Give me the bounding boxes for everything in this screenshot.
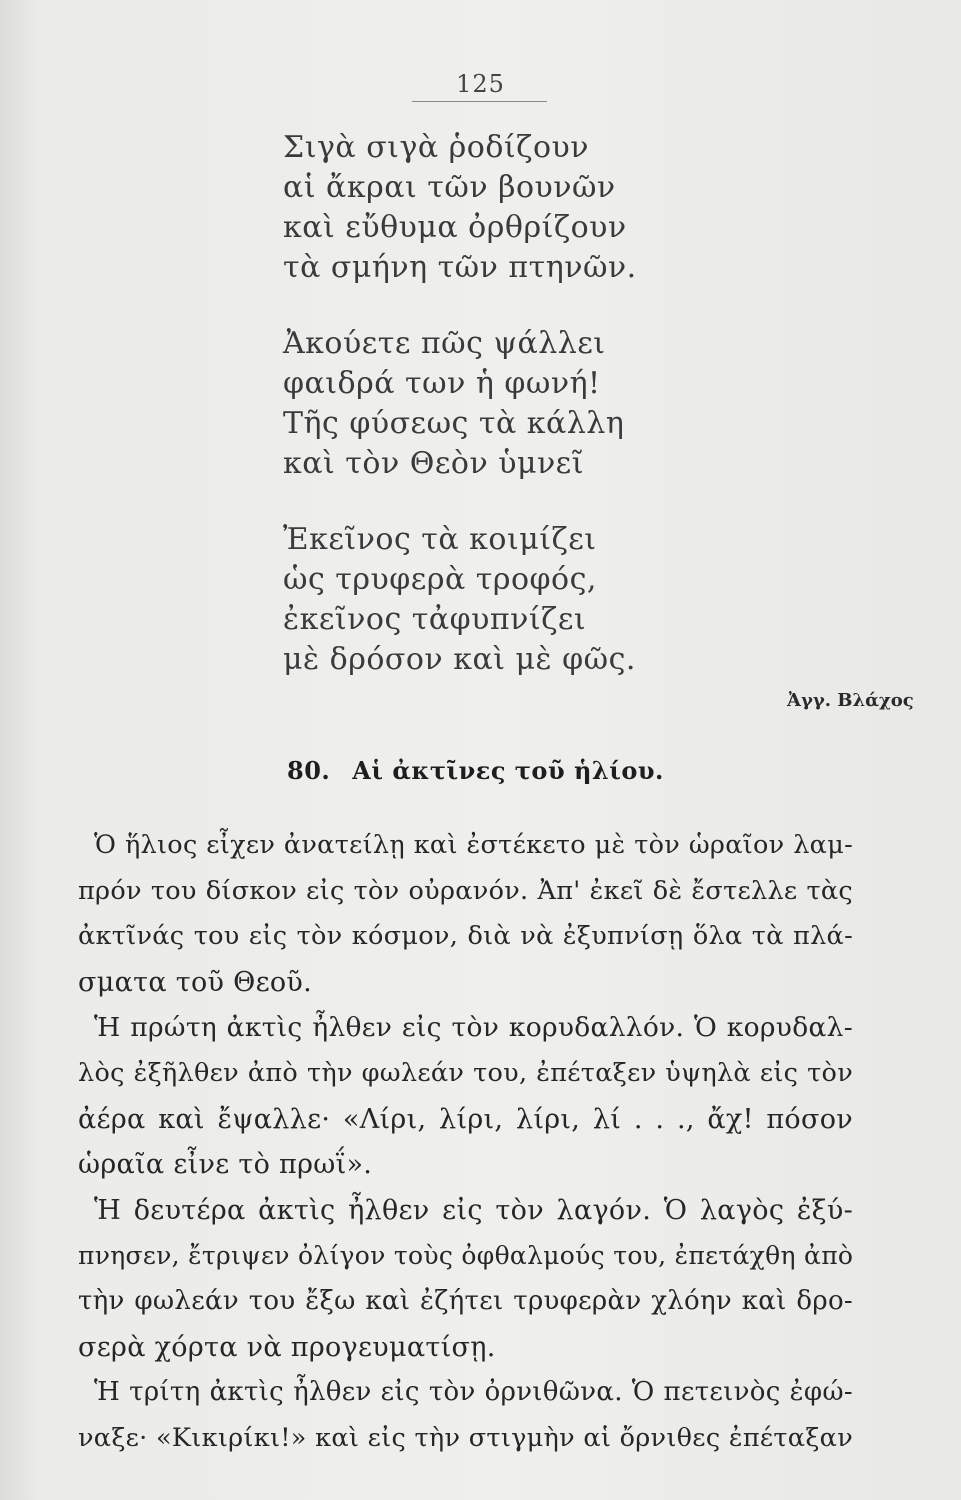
poem-line: ὡς τρυφερὰ τροφός, — [283, 562, 597, 597]
prose-line: λὸς ἐξῆλθεν ἀπὸ τὴν φωλεάν του, ἐπέταξεν ὑψηλὰ εἰς τὸν — [78, 1057, 853, 1088]
prose-line: Ἡ τρίτη ἀκτὶς ἦλθεν εἰς τὸν ὀρνιθῶνα. Ὁ πετεινὸς ἐφώ- — [94, 1377, 853, 1408]
prose-text — [78, 823, 853, 1461]
header-rule — [412, 101, 547, 102]
poem-line: καὶ εὔθυμα ὀρθρίζουν — [283, 210, 627, 245]
poem-line: Σιγὰ σιγὰ ῥοδίζουν — [283, 130, 589, 165]
poem-line: καὶ τὸν Θεὸν ὑμνεῖ — [283, 446, 584, 481]
prose-line: ἀέρα καὶ ἔψαλλε· «Λίρι, λίρι, λίρι, λί . . ., ἄχ! πόσον — [78, 1103, 853, 1135]
prose-line: ἀκτῖνάς του εἰς τὸν κόσμον, διὰ νὰ ἐξυπνίσῃ ὅλα τὰ πλά- — [78, 921, 853, 952]
poem-line: Ἐκεῖνος τὰ κοιμίζει — [283, 522, 597, 557]
poem-stanza-1 — [283, 128, 637, 288]
poem-line: μὲ δρόσον καὶ μὲ φῶς. — [283, 642, 636, 677]
poem-line: τὰ σμήνη τῶν πτηνῶν. — [283, 250, 637, 285]
poem-stanza-2 — [283, 324, 637, 484]
prose-line: πρόν του δίσκον εἰς τὸν οὐρανόν. Ἀπ' ἐκεῖ δὲ ἔστελλε τὰς — [78, 875, 853, 906]
prose-line: ναξε· «Κικιρίκι!» καὶ εἰς τὴν στιγμὴν αἱ ὄρνιθες ἐπέταξαν — [78, 1422, 853, 1453]
poem-line: φαιδρά των ἡ φωνή! — [283, 366, 601, 401]
prose-line: σματα τοῦ Θεοῦ. — [78, 966, 313, 998]
poem-author: Ἀγγ. Βλάχος — [787, 690, 914, 711]
prose-line: Ἡ δευτέρα ἀκτὶς ἦλθεν εἰς τὸν λαγόν. Ὁ λαγὸς ἐξύ- — [94, 1194, 853, 1226]
prose-line: ὡραῖα εἶνε τὸ πρωΐ». — [78, 1149, 373, 1181]
poem-line: Ἀκούετε πῶς ψάλλει — [283, 326, 606, 361]
poem-stanza-3 — [283, 520, 637, 680]
section-title: Αἱ ἀκτῖνες τοῦ ἡλίου. — [352, 756, 664, 785]
poem-line: ἐκεῖνος τἀφυπνίζει — [283, 602, 587, 637]
prose-line: Ἡ πρώτη ἀκτὶς ἦλθεν εἰς τὸν κορυδαλλόν. Ὁ κορυδαλ- — [94, 1012, 853, 1044]
page-number: 125 — [456, 70, 505, 98]
section-heading — [287, 756, 664, 785]
poem — [283, 128, 637, 716]
prose-line: σερὰ χόρτα νὰ προγευματίσῃ. — [78, 1331, 496, 1363]
prose-line: πνησεν, ἔτριψεν ὀλίγον τοὺς ὀφθαλμούς του, ἐπετάχθη ἀπὸ — [78, 1241, 854, 1271]
poem-line: Τῆς φύσεως τὰ κάλλη — [283, 406, 625, 441]
poem-line: αἱ ἄκραι τῶν βουνῶν — [283, 170, 616, 205]
prose-line: τὴν φωλεάν του ἔξω καὶ ἐζήτει τρυφερὰν χλόην καὶ δρο- — [78, 1285, 853, 1316]
prose-line: Ὁ ἥλιος εἶχεν ἀνατείλῃ καὶ ἐστέκετο μὲ τὸν ὡραῖον λαμ- — [94, 830, 853, 860]
section-number: 80. — [287, 756, 331, 785]
